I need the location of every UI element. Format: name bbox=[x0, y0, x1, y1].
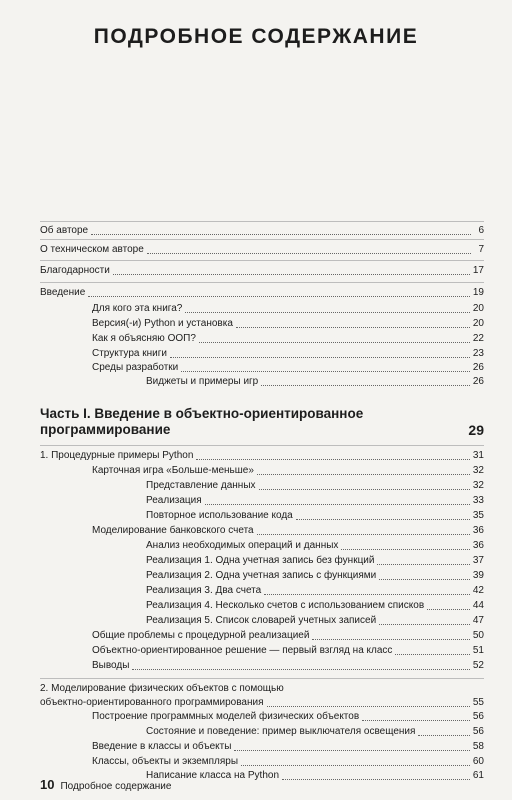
toc-entry[interactable] bbox=[40, 510, 484, 522]
toc-entry-page: 20 bbox=[472, 318, 484, 329]
toc-leader bbox=[132, 669, 469, 670]
toc-entry[interactable] bbox=[40, 711, 484, 723]
toc-entry-page: 56 bbox=[472, 711, 484, 722]
divider bbox=[40, 282, 484, 283]
page-title: ПОДРОБНОЕ СОДЕРЖАНИЕ bbox=[93, 25, 419, 48]
toc-entry-title: 1. Процедурные примеры Python bbox=[40, 450, 194, 461]
divider bbox=[40, 445, 484, 446]
toc-leader bbox=[341, 549, 469, 550]
toc-entry[interactable] bbox=[40, 660, 484, 672]
toc-entry-title: Структура книги bbox=[92, 348, 167, 359]
toc-entry[interactable] bbox=[40, 570, 484, 582]
toc-leader bbox=[91, 234, 471, 235]
toc-entry-title: Построение программных моделей физических объектов bbox=[92, 711, 360, 722]
toc-leader bbox=[196, 459, 469, 460]
toc-leader bbox=[379, 579, 470, 580]
toc-entry[interactable] bbox=[40, 480, 484, 492]
divider bbox=[40, 260, 484, 261]
toc-entry[interactable] bbox=[40, 555, 484, 567]
toc-leader bbox=[181, 371, 470, 372]
toc-entry-page: 61 bbox=[472, 770, 484, 781]
toc-entry-title: Введение в классы и объекты bbox=[92, 741, 232, 752]
toc-leader bbox=[362, 720, 470, 721]
toc-leader bbox=[241, 765, 470, 766]
toc-entry-page: 33 bbox=[472, 495, 484, 506]
toc-entry-page: 22 bbox=[472, 333, 484, 344]
toc-entry[interactable] bbox=[40, 600, 484, 612]
toc-entry[interactable] bbox=[40, 495, 484, 507]
toc-entry[interactable] bbox=[40, 303, 484, 315]
toc-entry[interactable] bbox=[40, 376, 484, 388]
toc-entry-title: Среды разработки bbox=[92, 362, 179, 373]
toc-leader bbox=[199, 342, 470, 343]
toc-entry-page: 35 bbox=[472, 510, 484, 521]
running-header: Подробное содержание bbox=[60, 781, 172, 792]
toc-entry-page: 23 bbox=[472, 348, 484, 359]
toc-entry-title: Благодарности bbox=[40, 265, 110, 276]
toc-entry-title: Объектно-ориентированное решение — первый взгляд на класс bbox=[92, 645, 393, 656]
toc-entry[interactable] bbox=[40, 348, 484, 360]
toc-entry[interactable] bbox=[40, 741, 484, 753]
toc-entry[interactable] bbox=[40, 645, 484, 657]
toc-entry[interactable] bbox=[40, 683, 484, 695]
toc-entry-page: 20 bbox=[472, 303, 484, 314]
toc-entry-page: 17 bbox=[472, 265, 484, 276]
toc-entry-page: 39 bbox=[472, 570, 484, 581]
toc-entry-page: 56 bbox=[472, 726, 484, 737]
toc-leader bbox=[264, 594, 470, 595]
toc-leader bbox=[257, 534, 470, 535]
toc-entry-page: 52 bbox=[472, 660, 484, 671]
toc-entry-title: объектно-ориентированного программирования bbox=[40, 697, 264, 708]
toc-entry-title: 2. Моделирование физических объектов с помощью bbox=[40, 683, 284, 694]
toc-entry-page: 42 bbox=[472, 585, 484, 596]
toc-entry-page: 26 bbox=[472, 376, 484, 387]
toc-entry-page: 31 bbox=[472, 450, 484, 461]
toc-entry[interactable] bbox=[40, 615, 484, 627]
toc-entry-title: Реализация 2. Одна учетная запись с функциями bbox=[146, 570, 377, 581]
toc-entry-page: 55 bbox=[472, 697, 484, 708]
toc-leader bbox=[234, 750, 469, 751]
toc-entry-title: Как я объясняю ООП? bbox=[92, 333, 196, 344]
part-heading[interactable] bbox=[40, 406, 484, 438]
toc-entry-title: Реализация 3. Два счета bbox=[146, 585, 262, 596]
toc-entry-title: Версия(-и) Python и установка bbox=[92, 318, 233, 329]
toc-entry[interactable] bbox=[40, 697, 484, 709]
toc-entry-page: 6 bbox=[478, 225, 484, 236]
toc-leader bbox=[236, 327, 470, 328]
toc-entry-title: Реализация 1. Одна учетная запись без функций bbox=[146, 555, 375, 566]
toc-entry-title: Анализ необходимых операций и данных bbox=[146, 540, 339, 551]
toc-entry-title: Выводы bbox=[92, 660, 130, 671]
toc-entry-title: Реализация bbox=[146, 495, 202, 506]
toc-leader bbox=[312, 639, 469, 640]
toc-entry-page: 58 bbox=[472, 741, 484, 752]
page-footer bbox=[40, 777, 171, 792]
toc-entry-title: Введение bbox=[40, 287, 86, 298]
toc-entry[interactable] bbox=[40, 585, 484, 597]
toc-leader bbox=[257, 474, 470, 475]
toc-entry[interactable] bbox=[40, 465, 484, 477]
toc-entry-page: 50 bbox=[472, 630, 484, 641]
toc-leader bbox=[296, 519, 470, 520]
toc-leader bbox=[377, 564, 469, 565]
toc-leader bbox=[113, 274, 470, 275]
toc-entry-title: Представление данных bbox=[146, 480, 256, 491]
toc-entry-title: О техническом авторе bbox=[40, 244, 144, 255]
toc-entry-page: 36 bbox=[472, 525, 484, 536]
toc-entry[interactable] bbox=[40, 265, 484, 277]
toc-entry-title: Общие проблемы с процедурной реализацией bbox=[92, 630, 310, 641]
divider bbox=[40, 221, 484, 222]
toc-entry-title: Повторное использование кода bbox=[146, 510, 293, 521]
toc-entry-title: Классы, объекты и экземпляры bbox=[92, 756, 239, 767]
toc-entry[interactable] bbox=[40, 225, 484, 237]
part-page: 29 bbox=[468, 422, 484, 438]
toc-entry-title: Виджеты и примеры игр bbox=[146, 376, 259, 387]
toc-entry-page: 32 bbox=[472, 465, 484, 476]
toc-leader bbox=[379, 624, 470, 625]
toc-leader bbox=[427, 609, 470, 610]
toc-leader bbox=[185, 312, 470, 313]
toc-leader bbox=[147, 253, 471, 254]
toc-entry[interactable] bbox=[40, 630, 484, 642]
toc-entry[interactable] bbox=[40, 450, 484, 462]
toc-entry-page: 51 bbox=[472, 645, 484, 656]
divider bbox=[40, 678, 484, 679]
toc-leader bbox=[261, 385, 470, 386]
toc-entry[interactable] bbox=[40, 726, 484, 738]
toc-leader bbox=[267, 706, 470, 707]
toc-entry-title: Реализация 5. Список словарей учетных записей bbox=[146, 615, 377, 626]
toc-entry-page: 7 bbox=[478, 244, 484, 255]
toc-leader bbox=[282, 779, 470, 780]
toc-entry-title: Карточная игра «Больше-меньше» bbox=[92, 465, 254, 476]
toc-entry-page: 26 bbox=[472, 362, 484, 373]
toc-leader bbox=[418, 735, 469, 736]
toc-entry-page: 19 bbox=[472, 287, 484, 298]
toc-entry-title: Реализация 4. Несколько счетов с использованием списков bbox=[146, 600, 425, 611]
toc-entry-page: 37 bbox=[472, 555, 484, 566]
part-title: Часть I. Введение в объектно-ориентированное программирование bbox=[40, 406, 364, 437]
toc-entry-title: Написание класса на Python bbox=[146, 770, 280, 781]
toc-leader bbox=[88, 296, 470, 297]
toc-leader bbox=[205, 504, 470, 505]
toc-leader bbox=[395, 654, 469, 655]
toc-entry[interactable] bbox=[40, 362, 484, 374]
toc-entry-page: 36 bbox=[472, 540, 484, 551]
page-number: 10 bbox=[40, 777, 55, 792]
toc-entry[interactable] bbox=[40, 756, 484, 768]
toc-leader bbox=[170, 357, 470, 358]
toc-entry-title: Состояние и поведение: пример выключателя освещения bbox=[146, 726, 416, 737]
toc-entry-page: 47 bbox=[472, 615, 484, 626]
toc-entry-title: Моделирование банковского счета bbox=[92, 525, 254, 536]
toc-entry[interactable] bbox=[40, 525, 484, 537]
divider bbox=[40, 239, 484, 240]
toc-entry-page: 60 bbox=[472, 756, 484, 767]
toc-entry-title: Об авторе bbox=[40, 225, 89, 236]
toc-entry[interactable] bbox=[40, 318, 484, 330]
toc-entry-title: Для кого эта книга? bbox=[92, 303, 183, 314]
toc-entry[interactable] bbox=[40, 333, 484, 345]
toc-entry[interactable] bbox=[40, 540, 484, 552]
toc-entry[interactable] bbox=[40, 244, 484, 256]
toc-leader bbox=[259, 489, 470, 490]
toc-entry-page: 32 bbox=[472, 480, 484, 491]
toc-entry[interactable] bbox=[40, 287, 484, 299]
toc-entry-page: 44 bbox=[472, 600, 484, 611]
